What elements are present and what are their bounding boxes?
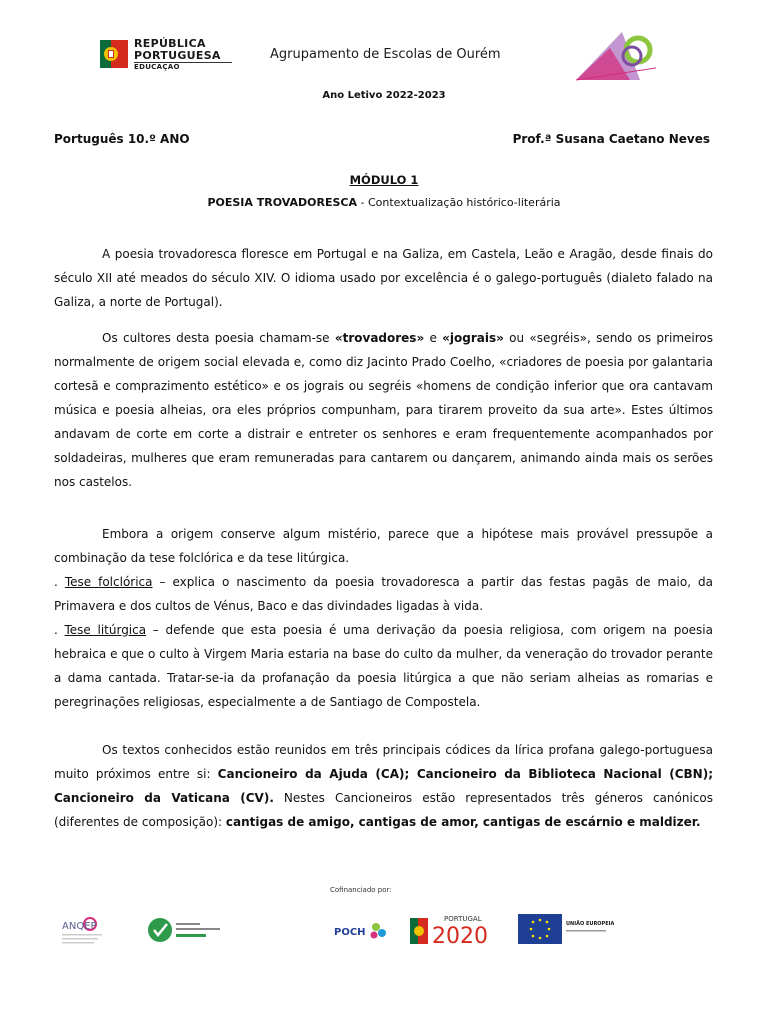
gov-name-line1: REPÚBLICA (134, 37, 206, 50)
anqep-logo (60, 913, 130, 947)
paragraph-2 (54, 326, 713, 494)
eu-flag-icon (518, 914, 614, 944)
school-logo (570, 26, 662, 86)
folk-text: – explica o nascimento da poesia trovadoresca a partir das festas pagãs de maio, da Primavera e dos cultos de Vénus, Baco e das divindades ligadas à vida. (54, 575, 714, 613)
p4-generos: cantigas de amigo, cantigas de amor, cantigas de escárnio e maldizer. (225, 815, 701, 829)
portugal-2020-icon (408, 910, 504, 946)
cofinanciado-label: Cofinanciado por: (330, 886, 392, 894)
poch-icon (332, 915, 394, 945)
school-name: Agrupamento de Escolas de Ourém (270, 47, 501, 62)
tese-liturgica (54, 618, 713, 714)
eu-logo (518, 914, 614, 944)
p2-jograis: «jograis» (442, 331, 504, 345)
lit-text: – defende que esta poesia é uma derivação da poesia religiosa, com origem na poesia hebraica e que o culto à Virgem Maria estaria na base do culto da mulher, da veneração do trovador perante a dama cantada. Tratar-se-ia da profanação da poesia litúrgica a que não seriam alheias as romarias e peregrinações religiosas, especialmente a de Santiago de Compostela. (54, 623, 713, 709)
anqep-text: ANQEP (62, 921, 97, 932)
p2-text-c: ou «segréis», sendo os primeiros normalmente de origem social elevada e, como diz Jacinto Prado Coelho, «criadores de poesia por galantaria cortesã e comprazimento estético» e os jograis ou segréis «homens de condição inferior que ora cantavam música e poesia alheias, ora eles próprios compunham, para tirarem proveito da sua arte». Estes últimos andavam de corte em corte a distrair e entreter os senhores e eram frequentemente acompanhados por soldadeiras, mulheres que eram remuneradas para cantarem ou dançarem, animando ainda mais os serões nos castelos. (54, 331, 713, 489)
school-logo-icon (570, 26, 662, 86)
p4-text-b: Nestes Cancioneiros estão representados três géneros canónicos (diferentes de composição): (54, 791, 713, 829)
gov-ministry: EDUCAÇÃO (134, 63, 180, 71)
p4-text-a: Os textos conhecidos estão reunidos em três principais códices da lírica profana galego-portuguesa muito próximos entre si: (54, 743, 713, 781)
p2-trovadores: «trovadores» (334, 331, 425, 345)
module-subtitle-bold: POESIA TROVADORESCA (207, 196, 358, 209)
p4-cancioneiros: Cancioneiro da Ajuda (CA); Cancioneiro da Biblioteca Nacional (CBN); Cancioneiro da Vaticana (CV). (54, 767, 713, 805)
lit-label: Tese litúrgica (64, 623, 147, 637)
poch-text: POCH (334, 927, 366, 938)
portugal-2020-logo (408, 910, 504, 946)
folk-prefix: . (54, 575, 65, 589)
lit-prefix: . (54, 623, 65, 637)
p2-text-b: e (424, 331, 443, 345)
eqavet-seal (146, 913, 236, 947)
republica-portuguesa-logo (100, 38, 240, 72)
portugal-emblem-icon (100, 40, 128, 68)
module-subtitle (0, 196, 768, 209)
pt2020-small: PORTUGAL (444, 915, 482, 923)
gov-name-line2: PORTUGUESA (134, 49, 221, 62)
subject-label: Português 10.º ANO (54, 132, 190, 146)
paragraph-3-intro: Embora a origem conserve algum mistério, parece que a hipótese mais provável pressupõe a combinação da tese folclórica e da tese litúrgica. (54, 527, 713, 565)
eqavet-icon (146, 913, 236, 947)
teacher-label: Prof.ª Susana Caetano Neves (512, 132, 710, 146)
tese-folclorica (54, 570, 713, 618)
module-subtitle-rest: - Contextualização histórico-literária (357, 196, 561, 209)
eu-label: UNIÃO EUROPEIA (566, 921, 614, 927)
paragraph-1: A poesia trovadoresca floresce em Portugal e na Galiza, em Castela, Leão e Aragão, desde finais do século XII até meados do século XIV. O idioma usado por excelência é o galego-português (dialeto falado na Galiza, a norte de Portugal). (54, 247, 713, 309)
poch-logo (332, 915, 394, 945)
school-year: Ano Letivo 2022-2023 (322, 90, 446, 101)
anqep-icon (60, 913, 130, 947)
paragraph-3 (54, 522, 713, 714)
module-title: MÓDULO 1 (349, 173, 419, 187)
p2-text-a: Os cultores desta poesia chamam-se (102, 331, 335, 345)
paragraph-4 (54, 738, 713, 834)
folk-label: Tese folclórica (64, 575, 153, 589)
pt2020-big: 2020 (432, 924, 488, 946)
